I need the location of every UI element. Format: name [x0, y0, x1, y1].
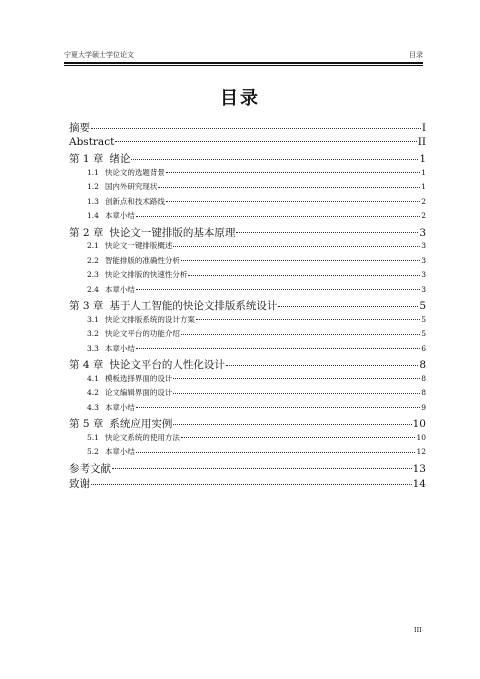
toc-entry-section[interactable]	[69, 314, 426, 329]
toc-entry-title: 系统应用实例	[109, 418, 173, 430]
toc-entry-page: 8	[419, 359, 426, 371]
toc-entry-section[interactable]	[69, 210, 426, 225]
toc-entry-number: 2.1	[87, 241, 99, 250]
toc-entry-page: I	[421, 122, 426, 134]
toc-entry-page: 10	[412, 418, 426, 430]
toc-dot-leader	[136, 285, 420, 290]
toc-entry-title: 快论文排版系统的设计方案	[104, 314, 195, 324]
toc-dot-leader	[173, 241, 420, 246]
toc-entry-chapter[interactable]	[69, 136, 426, 152]
toc-entry-title: 摘要	[69, 122, 90, 134]
toc-entry-page: 8	[421, 388, 426, 397]
toc-entry-page: 5	[421, 329, 426, 338]
toc-dot-leader	[226, 359, 418, 366]
toc-entry-page: 8	[421, 373, 426, 383]
toc-entry-number: 4.1	[87, 373, 99, 383]
toc-entry-page: 2	[421, 211, 426, 220]
toc-dot-leader	[91, 122, 421, 129]
toc-entry-page: 14	[412, 478, 426, 490]
toc-dot-leader	[136, 211, 420, 216]
toc-entry-title: 快论文排版的快速性分析	[104, 270, 188, 279]
toc-entry-title: 创新点和技术路线	[104, 196, 165, 206]
toc-entry-number: 2.3	[87, 270, 99, 279]
toc-entry-number: 第 3 章	[69, 300, 104, 312]
toc-entry-title: 论文编辑界面的设计	[104, 388, 173, 397]
toc-dot-leader	[188, 270, 420, 275]
header-section-name: 目录	[409, 51, 423, 59]
toc-entry-chapter[interactable]	[69, 476, 426, 492]
toc-entry-page: 2	[421, 196, 426, 206]
toc-entry-number: 1.2	[87, 182, 99, 191]
toc-entry-title: 基于人工智能的快论文排版系统设计	[109, 300, 278, 312]
toc-entry-title: 本章小结	[104, 447, 135, 456]
toc-entry-title: 本章小结	[104, 343, 135, 353]
toc-entry-title: 快论文一键排版的基本原理	[109, 226, 236, 239]
toc-entry-title: 本章小结	[104, 284, 135, 294]
toc-entry-number: 2.4	[87, 284, 99, 294]
toc-entry-number: 3.3	[87, 343, 99, 353]
toc-entry-section[interactable]	[69, 446, 426, 461]
toc-entry-section[interactable]	[69, 387, 426, 402]
toc-dot-leader	[181, 329, 420, 334]
toc-dot-leader	[173, 374, 420, 379]
toc-entry-page: 13	[412, 462, 426, 475]
toc-entry-page: 5	[419, 300, 426, 312]
toc-entry-number: 第 4 章	[69, 359, 104, 371]
toc-dot-leader	[136, 403, 420, 408]
toc-entry-title: 快论文一键排版概述	[104, 241, 173, 250]
toc-dot-leader	[278, 300, 418, 307]
toc-entry-chapter[interactable]	[69, 461, 426, 477]
toc-dot-leader	[115, 136, 416, 143]
toc-entry-chapter[interactable]	[69, 120, 426, 136]
toc-entry-page: 5	[421, 314, 426, 324]
toc-entry-chapter[interactable]	[69, 416, 426, 432]
toc-dot-leader	[166, 168, 420, 173]
toc-dot-leader	[166, 197, 420, 202]
toc-entry-page: 3	[421, 241, 426, 250]
toc-entry-number: 2.2	[87, 255, 99, 265]
toc-dot-leader	[173, 388, 420, 393]
toc-entry-number: 5.2	[87, 447, 99, 456]
toc-entry-number: 第 2 章	[69, 226, 104, 239]
header-rule-thin	[64, 65, 423, 66]
toc-entry-title: 快论文的选题背景	[104, 167, 165, 177]
toc-dot-leader	[181, 433, 416, 438]
toc-entry-page: 12	[416, 447, 426, 456]
toc-entry-title: 国内外研究现状	[104, 182, 158, 191]
toc-entry-title: Abstract	[69, 135, 115, 148]
toc-entry-number: 4.2	[87, 388, 99, 397]
toc-dot-leader	[136, 447, 416, 452]
running-header	[64, 50, 423, 62]
toc-entry-title: 致谢	[69, 478, 90, 490]
toc-entry-number: 1.4	[87, 211, 99, 220]
header-rule-thick	[64, 62, 423, 64]
toc-entry-number: 5.1	[87, 432, 99, 442]
toc-entry-page: 3	[421, 270, 426, 279]
toc-entry-number: 3.1	[87, 314, 99, 324]
toc-dot-leader	[236, 227, 418, 234]
toc-entry-title: 智能排版的准确性分析	[104, 255, 180, 265]
toc-dot-leader	[158, 182, 420, 187]
toc-dot-leader	[91, 478, 412, 485]
toc-entry-section[interactable]	[69, 181, 426, 196]
toc-entry-title: 快论文平台的功能介绍	[104, 329, 180, 338]
toc-entry-title: 本章小结	[104, 211, 135, 220]
toc-entry-chapter[interactable]	[69, 298, 426, 314]
toc-entry-chapter[interactable]	[69, 225, 426, 241]
toc-entry-section[interactable]	[69, 373, 426, 388]
toc-entry-number: 1.3	[87, 196, 99, 206]
table-of-contents	[69, 120, 426, 492]
toc-entry-section[interactable]	[69, 343, 426, 358]
toc-entry-page: II	[417, 135, 426, 148]
toc-entry-section[interactable]	[69, 240, 426, 255]
toc-entry-section[interactable]	[69, 402, 426, 417]
toc-entry-title: 参考文献	[69, 462, 111, 475]
toc-entry-title: 快论文系统的使用方法	[104, 432, 180, 442]
toc-entry-number: 3.2	[87, 329, 99, 338]
toc-entry-page: 1	[421, 182, 426, 191]
toc-entry-title: 模板选择界面的设计	[104, 373, 173, 383]
toc-entry-page: 10	[416, 432, 426, 442]
toc-entry-title: 绪论	[109, 153, 131, 165]
toc-dot-leader	[196, 315, 420, 320]
toc-entry-chapter[interactable]	[69, 151, 426, 167]
toc-entry-chapter[interactable]	[69, 357, 426, 373]
header-thesis-title: 宁夏大学硕士学位论文	[64, 51, 134, 59]
toc-entry-section[interactable]	[69, 167, 426, 182]
toc-entry-section[interactable]	[69, 432, 426, 447]
page-title: 目录	[220, 88, 260, 109]
toc-entry-section[interactable]	[69, 284, 426, 299]
toc-entry-number: 1.1	[87, 167, 99, 177]
toc-entry-section[interactable]	[69, 255, 426, 270]
toc-entry-section[interactable]	[69, 328, 426, 343]
toc-entry-title: 快论文平台的人性化设计	[109, 359, 225, 371]
toc-entry-page: 1	[421, 167, 426, 177]
toc-dot-leader	[173, 418, 411, 425]
toc-dot-leader	[112, 463, 412, 470]
toc-entry-page: 3	[421, 284, 426, 294]
toc-entry-page: 1	[419, 153, 426, 165]
footer-page-number: III	[414, 626, 422, 634]
toc-entry-page: 3	[419, 226, 426, 239]
toc-entry-number: 4.3	[87, 402, 99, 412]
toc-entry-section[interactable]	[69, 196, 426, 211]
toc-entry-page: 9	[421, 402, 426, 412]
toc-entry-page: 6	[421, 343, 426, 353]
toc-entry-number: 第 5 章	[69, 418, 104, 430]
toc-dot-leader	[131, 153, 418, 160]
toc-entry-number: 第 1 章	[69, 153, 104, 165]
toc-entry-section[interactable]	[69, 269, 426, 284]
toc-dot-leader	[136, 344, 420, 349]
toc-entry-page: 3	[421, 255, 426, 265]
toc-entry-title: 本章小结	[104, 402, 135, 412]
toc-dot-leader	[181, 256, 420, 261]
